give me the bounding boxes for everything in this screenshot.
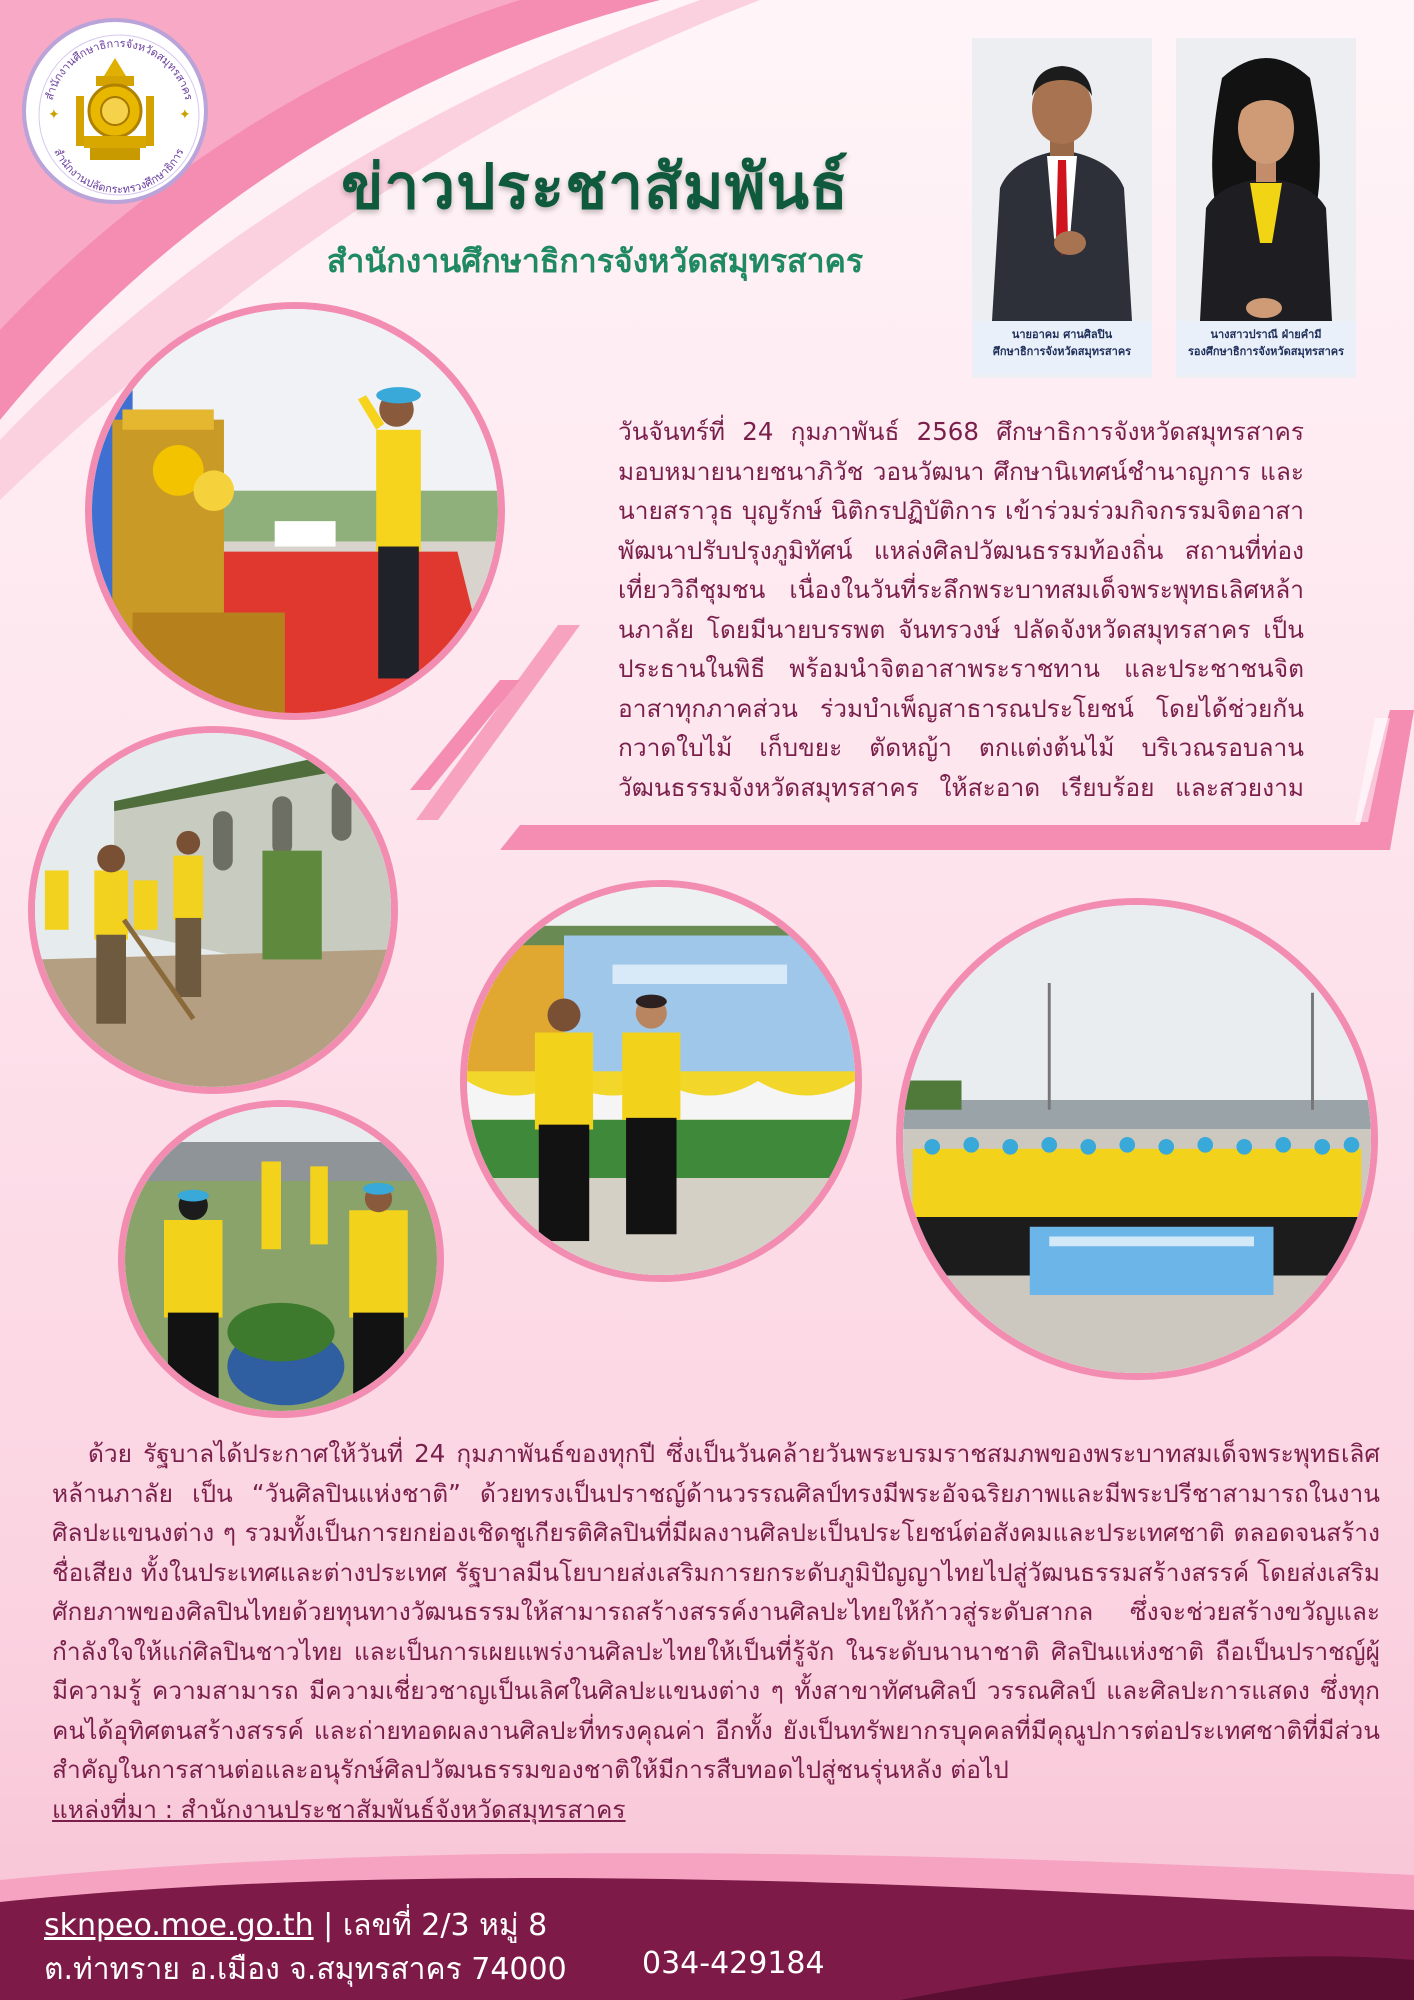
logo-ring-text-top: สำนักงานศึกษาธิการจังหวัดสมุทรสาคร <box>42 36 196 102</box>
emblem-icon <box>66 56 164 168</box>
official-name: นายอาคม ศานศิลปิน <box>1011 328 1113 341</box>
address-line-1: | เลขที่ 2/3 หมู่ 8 <box>313 1908 548 1943</box>
page-title: ข่าวประชาสัมพันธ์ <box>341 150 849 223</box>
official-name: นางสาวปราณี ฝ่ายคำมี <box>1210 328 1322 341</box>
official-caption-2 <box>1176 321 1356 375</box>
woman-portrait-image <box>1176 38 1356 321</box>
address-line-2: ต.ท่าทราย อ.เมือง จ.สมุทรสาคร 74000 <box>44 1952 567 1987</box>
official-portrait-1 <box>972 38 1152 378</box>
page-subtitle: สำนักงานศึกษาธิการจังหวัดสมุทรสาคร <box>326 242 864 280</box>
footer-address-line-1 <box>44 1902 547 1949</box>
official-caption-1 <box>972 321 1152 375</box>
activity-photo-gardening <box>118 1100 444 1418</box>
website-link[interactable]: sknpeo.moe.go.th <box>44 1908 314 1943</box>
logo-ring-text-bottom: สำนักงานปลัดกระทรวงศึกษาธิการ <box>51 146 187 197</box>
official-position: ศึกษาธิการจังหวัดสมุทรสาคร <box>992 345 1132 358</box>
official-portrait-2 <box>1176 38 1356 378</box>
activity-photo-sweeping <box>28 726 398 1094</box>
news-paragraph-1: วันจันทร์ที่ 24 กุมภาพันธ์ 2568 ศึกษาธิการจังหวัดสมุทรสาคร มอบหมายนายชนาภิวัช วอนวัฒนา ศึกษานิเทศน์ชำนาญการ และนายสราวุธ บุญรักษ์ นิติกรปฏิบัติการ เข้าร่วมร่วมกิจกรรมจิตอาสาพัฒนาปรับปรุงภูมิทัศน์ แหล่งศิลปวัฒนธรรมท้องถิ่น สถานที่ท่องเที่ยววิถีชุมชน เนื่องในวันที่ระลึกพระบาทสมเด็จพระพุทธเลิศหล้านภาลัย โดยมีนายบรรพต จันทรวงษ์ ปลัดจังหวัดสมุทรสาคร เป็นประธานในพิธี พร้อมนำจิตอาสาพระราชทาน และประชาชนจิตอาสาทุกภาคส่วน ร่วมบำเพ็ญสาธารณประโยชน์ โดยได้ช่วยกันกวาดใบไม้ เก็บขยะ ตัดหญ้า ตกแต่งต้นไม้ บริเวณรอบลานวัฒนธรรมจังหวัดสมุทรสาคร ให้สะอาด เรียบร้อย และสวยงาม <box>618 417 1304 802</box>
activity-photo-officials <box>460 880 862 1282</box>
activity-photo-group <box>896 898 1378 1380</box>
phone-number: 034-429184 <box>642 1946 825 1981</box>
activity-photo-ceremony <box>85 302 505 720</box>
news-paragraph-2: ด้วย รัฐบาลได้ประกาศให้วันที่ 24 กุมภาพันธ์ของทุกปี ซึ่งเป็นวันคล้ายวันพระบรมราชสมภพของพระบาทสมเด็จพระพุทธเลิศหล้านภาลัย เป็น “วันศิลปินแห่งชาติ” ด้วยทรงเป็นปราชญ์ด้านวรรณศิลป์ทรงมีพระอัจฉริยภาพและมีพระปรีชาสามารถในงานศิลปะแขนงต่าง ๆ รวมทั้งเป็นการยกย่องเชิดชูเกียรติศิลปินที่มีผลงานศิลปะเป็นประโยชน์ต่อสังคมและประเทศชาติ ตลอดจนสร้างชื่อเสียง ทั้งในประเทศและต่างประเทศ รัฐบาลมีนโยบายส่งเสริมการยกระดับภูมิปัญญาไทยไปสู่วัฒนธรรมสร้างสรรค์ โดยส่งเสริมศักยภาพของศิลปินไทยด้วยทุนทางวัฒนธรรมให้สามารถสร้างสรรค์งานศิลปะไทยให้ก้าวสู่ระดับสากล ซึ่งจะช่วยสร้างขวัญและกำลังใจให้แก่ศิลปินชาวไทย และเป็นการเผยแพร่งานศิลปะไทยให้เป็นที่รู้จัก ในระดับนานาชาติ ศิลปินแห่งชาติ ถือเป็นปราชญ์ผู้มีความรู้ ความสามารถ มีความเชี่ยวชาญเป็นเลิศในศิลปะแขนงต่าง ๆ ทั้งสาขาทัศนศิลป์ วรรณศิลป์ และศิลปะการแสดง ซึ่งทุกคนได้อุทิศตนสร้างสรรค์ และถ่ายทอดผลงานศิลปะที่ทรงคุณค่า อีกทั้ง ยังเป็นทรัพยากรบุคคลที่มีคุณูปการต่อประเทศชาติที่มีส่วนสำคัญในการสานต่อและอนุรักษ์ศิลปวัฒนธรรมของชาติให้มีการสืบทอดไปสู่ชนรุ่นหลัง ต่อไป <box>52 1439 1380 1784</box>
official-position: รองศึกษาธิการจังหวัดสมุทรสาคร <box>1187 345 1345 358</box>
svg-text:✦: ✦ <box>179 107 191 123</box>
svg-text:✦: ✦ <box>48 107 60 123</box>
organization-logo <box>22 18 208 204</box>
source-credit: แหล่งที่มา : สำนักงานประชาสัมพันธ์จังหวัดสมุทรสาคร <box>52 1795 626 1824</box>
man-portrait-image <box>972 38 1152 321</box>
